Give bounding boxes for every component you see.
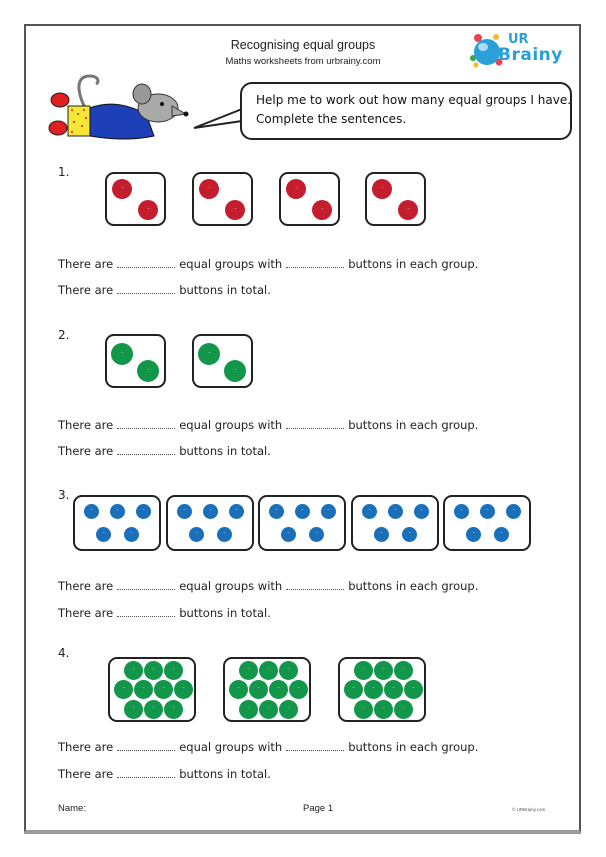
button-counter-icon [124,527,139,542]
question-1-sentence-2: There are buttons in total. [58,283,271,297]
button-group-box [73,495,161,551]
button-group-box [192,334,253,388]
question-3-sentence-1: There are equal groups with buttons in each group. [58,579,479,593]
button-counter-icon [124,700,143,719]
button-counter-icon [138,200,158,220]
button-counter-icon [388,504,403,519]
button-counter-icon [321,504,336,519]
button-group-box [192,172,253,226]
button-counter-icon [312,200,332,220]
button-counter-icon [84,504,99,519]
button-counter-icon [164,661,183,680]
answer-blank-total[interactable] [117,445,175,455]
button-group-box [105,172,166,226]
question-2-sentence-1: There are equal groups with buttons in each group. [58,418,479,432]
button-counter-icon [112,179,132,199]
button-counter-icon [249,680,268,699]
button-counter-icon [203,504,218,519]
button-group-box [166,495,254,551]
button-counter-icon [269,680,288,699]
button-counter-icon [394,700,413,719]
button-counter-icon [480,504,495,519]
button-counter-icon [144,700,163,719]
answer-blank-per-group[interactable] [286,580,344,590]
button-counter-icon [198,343,220,365]
button-counter-icon [199,179,219,199]
button-group-box [443,495,531,551]
question-4-number: 4. [58,646,70,660]
button-counter-icon [224,360,246,382]
button-counter-icon [239,661,258,680]
answer-blank-total[interactable] [117,768,175,778]
button-counter-icon [225,200,245,220]
button-counter-icon [295,504,310,519]
button-group-box [258,495,346,551]
button-counter-icon [309,527,324,542]
button-counter-icon [279,661,298,680]
button-counter-icon [269,504,284,519]
button-counter-icon [506,504,521,519]
button-counter-icon [454,504,469,519]
button-group-box [351,495,439,551]
button-counter-icon [136,504,151,519]
button-group-box [108,657,196,722]
button-counter-icon [259,661,278,680]
button-counter-icon [259,700,278,719]
button-counter-icon [289,680,308,699]
question-1-number: 1. [58,165,70,179]
button-counter-icon [344,680,363,699]
button-counter-icon [229,680,248,699]
button-counter-icon [414,504,429,519]
answer-blank-per-group[interactable] [286,258,344,268]
button-counter-icon [354,700,373,719]
button-counter-icon [404,680,423,699]
button-counter-icon [374,700,393,719]
button-counter-icon [384,680,403,699]
button-counter-icon [394,661,413,680]
button-counter-icon [354,661,373,680]
button-counter-icon [402,527,417,542]
button-counter-icon [164,700,183,719]
question-2-sentence-2: There are buttons in total. [58,444,271,458]
page-subtitle: Maths worksheets from urbrainy.com [225,56,381,67]
button-counter-icon [134,680,153,699]
answer-blank-groups[interactable] [117,580,175,590]
button-counter-icon [372,179,392,199]
button-counter-icon [174,680,193,699]
button-counter-icon [494,527,509,542]
button-counter-icon [364,680,383,699]
urbrainy-logo [468,32,568,72]
logo-ur-text: UR [508,32,529,47]
answer-blank-groups[interactable] [117,419,175,429]
mouse-mascot-icon [46,70,196,146]
button-counter-icon [217,527,232,542]
button-counter-icon [374,527,389,542]
button-group-box [105,334,166,388]
button-counter-icon [114,680,133,699]
answer-blank-groups[interactable] [117,258,175,268]
answer-blank-per-group[interactable] [286,741,344,751]
question-2-number: 2. [58,328,70,342]
question-3-number: 3. [58,488,70,502]
button-counter-icon [398,200,418,220]
button-counter-icon [239,700,258,719]
button-group-box [279,172,340,226]
answer-blank-total[interactable] [117,607,175,617]
button-group-box [365,172,426,226]
speech-bubble-line2: Complete the sentences. [256,112,407,126]
speech-bubble [240,82,572,140]
button-counter-icon [374,661,393,680]
answer-blank-per-group[interactable] [286,419,344,429]
speech-bubble-tail [192,105,244,135]
question-4-sentence-1: There are equal groups with buttons in each group. [58,740,479,754]
answer-blank-total[interactable] [117,284,175,294]
button-group-box [338,657,426,722]
logo-brainy-text: Brainy [498,45,563,65]
button-counter-icon [286,179,306,199]
answer-blank-groups[interactable] [117,741,175,751]
button-counter-icon [96,527,111,542]
button-counter-icon [281,527,296,542]
button-counter-icon [177,504,192,519]
question-1-sentence-1: There are equal groups with buttons in each group. [58,257,479,271]
button-counter-icon [124,661,143,680]
speech-bubble-line1: Help me to work out how many equal groups I have. [256,93,572,107]
button-counter-icon [279,700,298,719]
page-title: Recognising equal groups [230,38,376,52]
button-counter-icon [154,680,173,699]
button-counter-icon [110,504,125,519]
button-counter-icon [229,504,244,519]
footer-name-label: Name: [58,803,86,814]
button-counter-icon [189,527,204,542]
question-4-sentence-2: There are buttons in total. [58,767,271,781]
button-counter-icon [137,360,159,382]
button-counter-icon [111,343,133,365]
button-counter-icon [362,504,377,519]
question-3-sentence-2: There are buttons in total. [58,606,271,620]
button-counter-icon [144,661,163,680]
footer-page-number: Page 1 [303,803,334,814]
button-group-box [223,657,311,722]
button-counter-icon [466,527,481,542]
footer-copyright: © URBrainy.com [512,807,546,812]
